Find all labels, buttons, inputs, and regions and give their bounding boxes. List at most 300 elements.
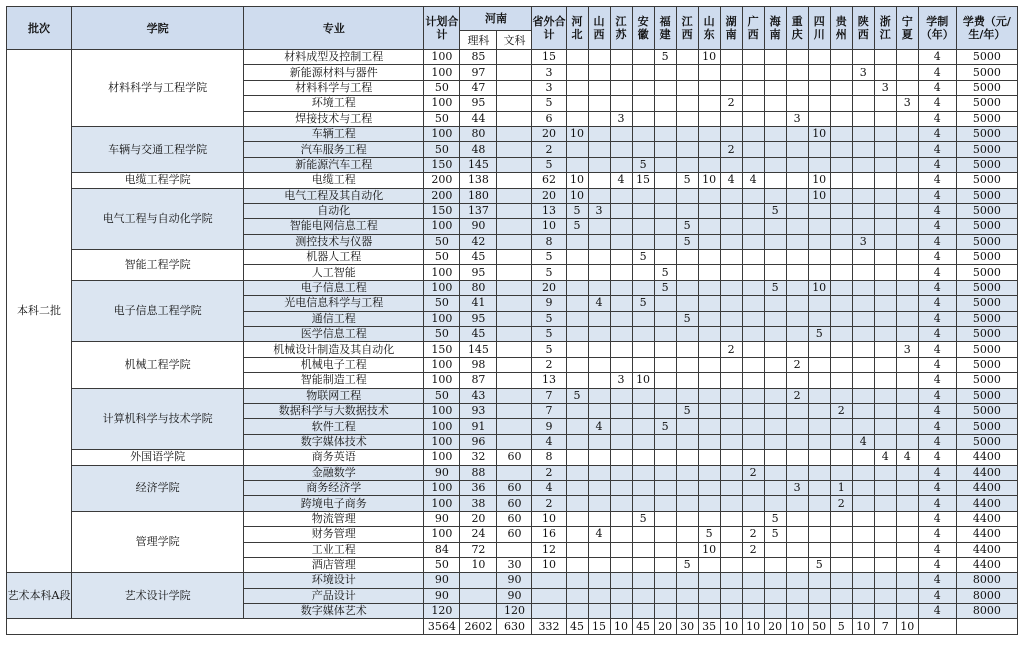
province-cell — [632, 280, 654, 295]
province-cell — [720, 311, 742, 326]
province-cell — [808, 542, 830, 557]
province-cell — [874, 388, 896, 403]
province-cell — [764, 480, 786, 495]
province-cell — [654, 111, 676, 126]
province-cell — [874, 542, 896, 557]
college-cell: 电缆工程学院 — [72, 173, 244, 188]
fee-cell: 5000 — [956, 280, 1017, 295]
province-cell: 5 — [654, 50, 676, 65]
province-cell — [786, 527, 808, 542]
henan-science-cell: 80 — [460, 280, 497, 295]
province-cell — [742, 480, 764, 495]
years-cell: 4 — [918, 373, 956, 388]
major-cell: 光电信息科学与工程 — [244, 296, 424, 311]
province-cell — [830, 342, 852, 357]
province-cell — [830, 311, 852, 326]
henan-arts-cell — [497, 403, 532, 418]
province-cell — [676, 434, 698, 449]
province-cell: 4 — [588, 296, 610, 311]
province-cell — [830, 142, 852, 157]
province-cell — [566, 527, 588, 542]
header-province: 福建 — [654, 7, 676, 50]
table-row — [7, 50, 1018, 65]
province-cell: 5 — [654, 280, 676, 295]
province-cell — [852, 219, 874, 234]
plan-total-cell: 50 — [424, 111, 460, 126]
province-cell — [786, 250, 808, 265]
province-cell: 5 — [676, 234, 698, 249]
province-cell — [720, 80, 742, 95]
province-cell — [632, 311, 654, 326]
plan-total-cell: 50 — [424, 327, 460, 342]
province-cell — [654, 357, 676, 372]
province-cell — [676, 604, 698, 619]
province-cell — [588, 434, 610, 449]
province-cell — [808, 511, 830, 526]
fee-cell: 8000 — [956, 604, 1017, 619]
province-cell — [764, 219, 786, 234]
province-cell — [588, 403, 610, 418]
province-cell — [632, 342, 654, 357]
province-cell — [610, 250, 632, 265]
province-cell — [764, 250, 786, 265]
province-cell — [830, 80, 852, 95]
outside-total-cell: 13 — [532, 373, 566, 388]
province-cell — [852, 50, 874, 65]
province-cell — [742, 80, 764, 95]
fee-cell: 5000 — [956, 342, 1017, 357]
province-cell — [808, 496, 830, 511]
province-cell — [676, 480, 698, 495]
henan-arts-cell — [497, 419, 532, 434]
province-cell — [852, 419, 874, 434]
henan-arts-cell — [497, 157, 532, 172]
province-cell — [566, 450, 588, 465]
province-cell — [808, 480, 830, 495]
province-cell — [874, 126, 896, 141]
table-row — [7, 511, 1018, 526]
province-cell — [676, 388, 698, 403]
henan-arts-cell: 60 — [497, 527, 532, 542]
province-cell — [896, 403, 918, 418]
province-cell — [742, 311, 764, 326]
outside-total-cell: 20 — [532, 126, 566, 141]
province-cell — [852, 573, 874, 588]
henan-science-cell: 42 — [460, 234, 497, 249]
plan-total-cell: 100 — [424, 50, 460, 65]
province-cell: 2 — [720, 96, 742, 111]
province-cell — [610, 588, 632, 603]
years-cell: 4 — [918, 126, 956, 141]
outside-total-cell: 9 — [532, 419, 566, 434]
province-cell: 5 — [566, 203, 588, 218]
province-cell — [852, 173, 874, 188]
henan-science-cell: 137 — [460, 203, 497, 218]
province-cell — [588, 265, 610, 280]
province-cell — [852, 511, 874, 526]
province-cell — [786, 573, 808, 588]
province-cell — [742, 96, 764, 111]
province-cell — [676, 527, 698, 542]
years-cell: 4 — [918, 342, 956, 357]
province-cell — [764, 234, 786, 249]
province-cell — [676, 96, 698, 111]
outside-total-cell: 2 — [532, 142, 566, 157]
province-cell — [588, 80, 610, 95]
province-cell — [588, 280, 610, 295]
province-cell — [764, 173, 786, 188]
totals-province-cell: 35 — [698, 619, 720, 634]
province-cell: 4 — [852, 434, 874, 449]
major-cell: 机器人工程 — [244, 250, 424, 265]
province-cell — [720, 496, 742, 511]
province-cell — [896, 373, 918, 388]
province-cell — [852, 373, 874, 388]
province-cell — [610, 142, 632, 157]
province-cell: 2 — [742, 542, 764, 557]
province-cell — [852, 142, 874, 157]
province-cell — [632, 403, 654, 418]
province-cell — [720, 265, 742, 280]
henan-arts-cell — [497, 311, 532, 326]
province-cell — [720, 188, 742, 203]
major-cell: 人工智能 — [244, 265, 424, 280]
province-cell: 10 — [808, 126, 830, 141]
province-cell: 2 — [742, 527, 764, 542]
province-cell — [830, 234, 852, 249]
province-cell — [676, 203, 698, 218]
province-cell — [566, 327, 588, 342]
province-cell — [742, 203, 764, 218]
plan-total-cell: 120 — [424, 604, 460, 619]
province-cell — [566, 80, 588, 95]
province-cell — [698, 157, 720, 172]
province-cell — [808, 450, 830, 465]
province-cell — [698, 557, 720, 572]
province-cell — [786, 311, 808, 326]
province-cell — [698, 188, 720, 203]
province-cell — [654, 219, 676, 234]
years-cell: 4 — [918, 311, 956, 326]
province-cell — [654, 388, 676, 403]
province-cell — [588, 126, 610, 141]
province-cell — [654, 327, 676, 342]
province-cell — [720, 203, 742, 218]
years-cell: 4 — [918, 604, 956, 619]
province-cell — [654, 80, 676, 95]
province-cell — [588, 388, 610, 403]
outside-total-cell: 10 — [532, 219, 566, 234]
province-cell — [830, 65, 852, 80]
fee-cell: 5000 — [956, 403, 1017, 418]
province-cell — [874, 604, 896, 619]
totals-science-cell: 2602 — [460, 619, 497, 634]
years-cell: 4 — [918, 296, 956, 311]
province-cell — [874, 496, 896, 511]
province-cell — [852, 126, 874, 141]
plan-total-cell: 100 — [424, 450, 460, 465]
outside-total-cell — [532, 604, 566, 619]
province-cell — [764, 327, 786, 342]
henan-science-cell — [460, 588, 497, 603]
province-cell — [852, 188, 874, 203]
table-body — [7, 50, 1018, 635]
header-province: 重庆 — [786, 7, 808, 50]
major-cell: 新能源材料与器件 — [244, 65, 424, 80]
province-cell: 5 — [764, 280, 786, 295]
province-cell: 3 — [786, 111, 808, 126]
province-cell — [808, 403, 830, 418]
province-cell — [676, 542, 698, 557]
header-plan-total: 计划合计 — [424, 7, 460, 50]
province-cell — [830, 126, 852, 141]
province-cell — [786, 234, 808, 249]
province-cell — [874, 50, 896, 65]
province-cell — [610, 604, 632, 619]
henan-science-cell: 41 — [460, 296, 497, 311]
province-cell — [742, 142, 764, 157]
province-cell — [764, 557, 786, 572]
henan-arts-cell: 120 — [497, 604, 532, 619]
province-cell — [874, 511, 896, 526]
province-cell — [742, 373, 764, 388]
batch-cell: 艺术本科A段 — [7, 573, 72, 619]
college-cell: 外国语学院 — [72, 450, 244, 465]
henan-science-cell: 95 — [460, 96, 497, 111]
henan-science-cell: 95 — [460, 311, 497, 326]
major-cell: 产品设计 — [244, 588, 424, 603]
fee-cell: 5000 — [956, 250, 1017, 265]
province-cell — [588, 111, 610, 126]
fee-cell: 4400 — [956, 557, 1017, 572]
province-cell — [874, 588, 896, 603]
province-cell: 5 — [632, 250, 654, 265]
header-henan-arts: 文科 — [497, 31, 532, 50]
province-cell — [808, 342, 830, 357]
years-cell: 4 — [918, 234, 956, 249]
outside-total-cell: 3 — [532, 80, 566, 95]
totals-province-cell: 15 — [588, 619, 610, 634]
province-cell — [566, 573, 588, 588]
province-cell — [632, 419, 654, 434]
province-cell: 10 — [698, 173, 720, 188]
province-cell: 10 — [566, 173, 588, 188]
henan-science-cell: 38 — [460, 496, 497, 511]
major-cell: 财务管理 — [244, 527, 424, 542]
province-cell — [698, 126, 720, 141]
province-cell — [698, 450, 720, 465]
province-cell — [742, 403, 764, 418]
province-cell — [786, 450, 808, 465]
province-cell — [610, 234, 632, 249]
province-cell — [632, 111, 654, 126]
outside-total-cell: 62 — [532, 173, 566, 188]
province-cell — [566, 434, 588, 449]
province-cell — [896, 65, 918, 80]
province-cell: 5 — [764, 511, 786, 526]
province-cell — [830, 280, 852, 295]
province-cell — [742, 342, 764, 357]
fee-cell: 5000 — [956, 219, 1017, 234]
years-cell: 4 — [918, 557, 956, 572]
province-cell — [742, 604, 764, 619]
province-cell — [676, 80, 698, 95]
years-cell: 4 — [918, 173, 956, 188]
province-cell — [720, 126, 742, 141]
province-cell — [654, 234, 676, 249]
province-cell — [654, 465, 676, 480]
outside-total-cell: 5 — [532, 96, 566, 111]
province-cell — [698, 357, 720, 372]
henan-science-cell: 145 — [460, 342, 497, 357]
province-cell — [764, 265, 786, 280]
fee-cell: 5000 — [956, 327, 1017, 342]
province-cell — [720, 450, 742, 465]
henan-arts-cell — [497, 50, 532, 65]
province-cell — [588, 557, 610, 572]
college-cell: 电子信息工程学院 — [72, 280, 244, 342]
province-cell — [874, 311, 896, 326]
province-cell — [764, 434, 786, 449]
province-cell — [632, 434, 654, 449]
province-cell — [698, 588, 720, 603]
province-cell — [830, 542, 852, 557]
province-cell — [852, 80, 874, 95]
major-cell: 机械设计制造及其自动化 — [244, 342, 424, 357]
province-cell — [654, 450, 676, 465]
province-cell — [676, 496, 698, 511]
henan-arts-cell — [497, 203, 532, 218]
province-cell — [610, 65, 632, 80]
henan-arts-cell — [497, 96, 532, 111]
major-cell: 车辆工程 — [244, 126, 424, 141]
province-cell — [654, 527, 676, 542]
province-cell — [654, 173, 676, 188]
henan-science-cell: 97 — [460, 65, 497, 80]
province-cell: 3 — [610, 111, 632, 126]
province-cell — [566, 496, 588, 511]
province-cell: 5 — [676, 219, 698, 234]
province-cell — [786, 219, 808, 234]
major-cell: 金融数学 — [244, 465, 424, 480]
plan-total-cell: 200 — [424, 173, 460, 188]
province-cell — [896, 527, 918, 542]
header-province: 安徽 — [632, 7, 654, 50]
years-cell: 4 — [918, 188, 956, 203]
fee-cell: 5000 — [956, 126, 1017, 141]
province-cell — [588, 157, 610, 172]
province-cell — [742, 357, 764, 372]
province-cell — [852, 357, 874, 372]
province-cell — [830, 50, 852, 65]
province-cell — [830, 434, 852, 449]
province-cell — [632, 557, 654, 572]
province-cell: 3 — [896, 342, 918, 357]
province-cell — [588, 480, 610, 495]
province-cell — [610, 557, 632, 572]
province-cell — [786, 188, 808, 203]
totals-outside-cell: 332 — [532, 619, 566, 634]
outside-total-cell: 5 — [532, 157, 566, 172]
province-cell — [786, 50, 808, 65]
province-cell — [654, 311, 676, 326]
plan-total-cell: 100 — [424, 403, 460, 418]
province-cell — [610, 296, 632, 311]
college-cell: 艺术设计学院 — [72, 573, 244, 619]
years-cell: 4 — [918, 203, 956, 218]
province-cell — [632, 219, 654, 234]
province-cell — [588, 65, 610, 80]
outside-total-cell: 5 — [532, 342, 566, 357]
province-cell — [654, 588, 676, 603]
province-cell — [588, 573, 610, 588]
province-cell — [874, 280, 896, 295]
province-cell — [896, 50, 918, 65]
totals-province-cell: 20 — [654, 619, 676, 634]
province-cell — [566, 250, 588, 265]
plan-total-cell: 90 — [424, 465, 460, 480]
henan-arts-cell — [497, 342, 532, 357]
province-cell — [698, 511, 720, 526]
province-cell — [830, 388, 852, 403]
henan-arts-cell — [497, 265, 532, 280]
province-cell — [830, 219, 852, 234]
province-cell: 3 — [610, 373, 632, 388]
henan-science-cell: 145 — [460, 157, 497, 172]
province-cell: 10 — [808, 188, 830, 203]
major-cell: 电气工程及其自动化 — [244, 188, 424, 203]
province-cell — [588, 496, 610, 511]
province-cell — [720, 357, 742, 372]
province-cell — [830, 373, 852, 388]
province-cell — [720, 465, 742, 480]
province-cell: 2 — [786, 388, 808, 403]
henan-science-cell: 43 — [460, 388, 497, 403]
province-cell — [632, 573, 654, 588]
province-cell — [896, 542, 918, 557]
plan-total-cell: 100 — [424, 496, 460, 511]
outside-total-cell: 4 — [532, 434, 566, 449]
province-cell — [566, 557, 588, 572]
province-cell — [588, 311, 610, 326]
province-cell — [786, 419, 808, 434]
plan-total-cell: 100 — [424, 219, 460, 234]
province-cell: 2 — [720, 142, 742, 157]
province-cell — [896, 327, 918, 342]
province-cell — [896, 357, 918, 372]
province-cell — [588, 357, 610, 372]
province-cell — [896, 173, 918, 188]
province-cell — [632, 50, 654, 65]
outside-total-cell: 3 — [532, 65, 566, 80]
province-cell — [676, 157, 698, 172]
province-cell — [632, 80, 654, 95]
province-cell — [654, 511, 676, 526]
province-cell — [610, 280, 632, 295]
header-outside-total: 省外合计 — [532, 7, 566, 50]
major-cell: 电缆工程 — [244, 173, 424, 188]
province-cell: 2 — [742, 465, 764, 480]
years-cell: 4 — [918, 588, 956, 603]
province-cell — [830, 573, 852, 588]
province-cell — [830, 173, 852, 188]
province-cell — [632, 234, 654, 249]
province-cell — [632, 496, 654, 511]
college-cell: 经济学院 — [72, 465, 244, 511]
province-cell — [720, 542, 742, 557]
province-cell — [676, 573, 698, 588]
province-cell — [786, 327, 808, 342]
